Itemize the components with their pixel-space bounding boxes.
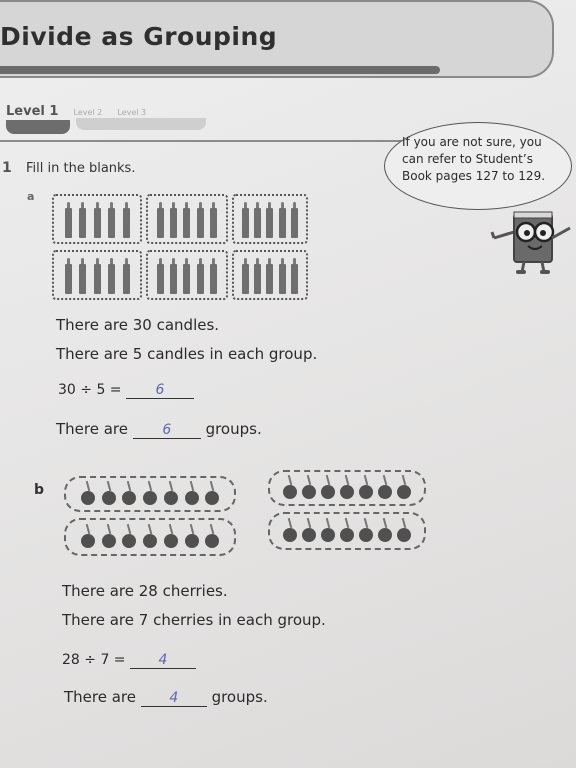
cherry-group bbox=[64, 518, 236, 556]
candle-icon bbox=[210, 264, 217, 294]
cherry-icon bbox=[302, 528, 316, 542]
candle-icon bbox=[183, 264, 190, 294]
cherry-icon bbox=[205, 534, 219, 548]
candle-icon bbox=[291, 264, 298, 294]
part-a-groups-suffix: groups. bbox=[205, 420, 262, 438]
cherry-icon bbox=[359, 528, 373, 542]
tip-text bbox=[402, 134, 572, 185]
candle-group bbox=[52, 194, 142, 244]
candle-group bbox=[146, 194, 228, 244]
cherry-icon bbox=[205, 491, 219, 505]
cherry-icon bbox=[340, 485, 354, 499]
cherry-icon bbox=[164, 491, 178, 505]
part-a-answer-field[interactable]: 6 bbox=[126, 382, 194, 399]
cherry-icon bbox=[359, 485, 373, 499]
cherry-icon bbox=[378, 528, 392, 542]
part-a-groups-prefix: There are bbox=[56, 420, 128, 438]
cherry-icon bbox=[143, 491, 157, 505]
candle-icon bbox=[94, 264, 101, 294]
candle-icon bbox=[108, 264, 115, 294]
candle-icon bbox=[210, 208, 217, 238]
candle-icon bbox=[65, 264, 72, 294]
candle-icon bbox=[183, 208, 190, 238]
question-instruction: Fill in the blanks. bbox=[26, 161, 136, 176]
title-underline bbox=[0, 66, 440, 74]
part-a-groups-field[interactable]: 6 bbox=[133, 422, 201, 439]
cherry-icon bbox=[321, 485, 335, 499]
cherry-icon bbox=[81, 534, 95, 548]
cherry-icon bbox=[102, 491, 116, 505]
cherry-icon bbox=[164, 534, 178, 548]
candle-group bbox=[146, 250, 228, 300]
page-title: Divide as Grouping bbox=[0, 22, 278, 51]
part-a-equation: 30 ÷ 5 = bbox=[58, 382, 122, 398]
candle-icon bbox=[254, 264, 261, 294]
section-rule bbox=[0, 140, 420, 142]
part-b-total: There are 28 cherries. bbox=[62, 582, 228, 600]
candle-icon bbox=[108, 208, 115, 238]
book-mascot-icon bbox=[490, 202, 576, 276]
candle-icon bbox=[79, 264, 86, 294]
part-b-groups-prefix: There are bbox=[64, 688, 136, 706]
level-last: Level 3 bbox=[117, 108, 147, 117]
candle-icon bbox=[123, 264, 130, 294]
candle-icon bbox=[197, 264, 204, 294]
part-b-equation-row bbox=[62, 652, 196, 669]
cherry-icon bbox=[378, 485, 392, 499]
cherry-icon bbox=[321, 528, 335, 542]
candle-icon bbox=[254, 208, 261, 238]
cherry-icon bbox=[102, 534, 116, 548]
cherry-group bbox=[268, 512, 426, 550]
candle-icon bbox=[197, 208, 204, 238]
cherry-icon bbox=[397, 485, 411, 499]
candle-icon bbox=[157, 264, 164, 294]
candle-icon bbox=[157, 208, 164, 238]
candle-icon bbox=[242, 208, 249, 238]
candle-icon bbox=[266, 208, 273, 238]
part-b-groups-suffix: groups. bbox=[211, 688, 268, 706]
level-tab-inactive bbox=[76, 118, 206, 130]
level-tab-active bbox=[6, 120, 70, 134]
candle-icon bbox=[79, 208, 86, 238]
tip-line: If you are not sure, you bbox=[402, 135, 542, 149]
candle-icon bbox=[279, 208, 286, 238]
part-a-groups-row bbox=[56, 420, 262, 439]
tip-line: Book pages 127 to 129. bbox=[402, 169, 546, 183]
part-a-label: a bbox=[27, 190, 35, 203]
cherry-icon bbox=[122, 534, 136, 548]
candle-group bbox=[52, 250, 142, 300]
candle-icon bbox=[170, 264, 177, 294]
cherry-group bbox=[64, 476, 236, 512]
candle-group bbox=[232, 194, 308, 244]
part-b-groups-row bbox=[64, 688, 268, 707]
part-b-label: b bbox=[34, 482, 45, 498]
candle-icon bbox=[266, 264, 273, 294]
cherry-icon bbox=[185, 534, 199, 548]
cherry-icon bbox=[185, 491, 199, 505]
cherry-icon bbox=[283, 485, 297, 499]
cherry-icon bbox=[143, 534, 157, 548]
candle-group bbox=[232, 250, 308, 300]
candle-icon bbox=[65, 208, 72, 238]
cherry-icon bbox=[283, 528, 297, 542]
question-number: 1 bbox=[2, 160, 12, 176]
part-a-each: There are 5 candles in each group. bbox=[56, 345, 318, 363]
part-b-each: There are 7 cherries in each group. bbox=[62, 611, 326, 629]
part-b-equation: 28 ÷ 7 = bbox=[62, 652, 126, 668]
level-current: Level 1 bbox=[6, 104, 59, 119]
candle-icon bbox=[242, 264, 249, 294]
cherry-group bbox=[268, 470, 426, 506]
cherry-icon bbox=[302, 485, 316, 499]
cherry-icon bbox=[81, 491, 95, 505]
part-a-equation-row bbox=[58, 382, 194, 399]
candle-icon bbox=[291, 208, 298, 238]
level-next: Level 2 bbox=[73, 108, 103, 117]
part-a-total: There are 30 candles. bbox=[56, 316, 220, 334]
candle-icon bbox=[123, 208, 130, 238]
candle-icon bbox=[279, 264, 286, 294]
level-tabs bbox=[6, 100, 146, 119]
cherry-icon bbox=[340, 528, 354, 542]
cherry-icon bbox=[397, 528, 411, 542]
candle-icon bbox=[94, 208, 101, 238]
part-b-groups-field[interactable]: 4 bbox=[141, 690, 207, 707]
candle-icon bbox=[170, 208, 177, 238]
cherry-icon bbox=[122, 491, 136, 505]
part-b-answer-field[interactable]: 4 bbox=[130, 652, 196, 669]
tip-line: can refer to Student’s bbox=[402, 152, 533, 166]
